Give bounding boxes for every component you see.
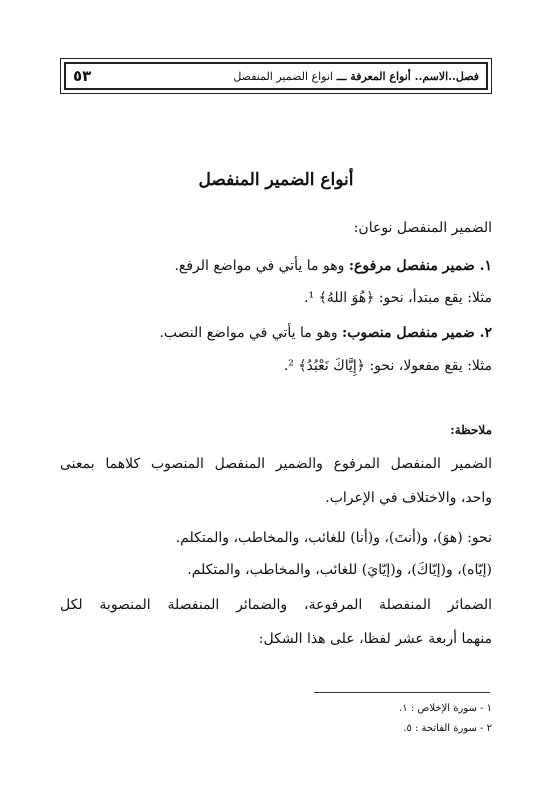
item1-line (60, 258, 492, 274)
item1-text: وهو ما يأتي في مواضع الرفع. (174, 258, 349, 274)
footnote-divider (314, 692, 490, 693)
item2-example: مثلا: يقع مفعولا، نحو: ﴿إِيَّاكَ نَعْبُدُ﴾ ². (283, 358, 492, 374)
item2-line (60, 325, 492, 341)
page-title: أنواع الضمير المنفصل (198, 170, 354, 190)
intro-line: الضمير المنفصل نوعان: (353, 220, 492, 236)
running-header (60, 58, 492, 94)
item2-text: وهو ما يأتي في مواضع النصب. (159, 325, 343, 341)
note-line-4: (إيّاه)، و(إيّاكَ)، و(إيّايَ) للغائب، والمخاطب، والمتكلم. (187, 562, 492, 578)
item2-label: ٢. ضمير منفصل منصوب: (342, 325, 492, 341)
note-line-1: الضمير المنفصل المرفوع والضمير المنفصل المنصوب كلاهما بمعنى (60, 456, 492, 472)
running-head-sub: انواع الضمير المنفصل (233, 69, 333, 83)
note-line-6: منهما أربعة عشر لفظا، على هذا الشكل: (258, 631, 492, 647)
running-head-main: فصل..الاسم.. أنواع المعرفة ـــ (332, 69, 479, 83)
footnote-2: ٢ - سورة الفاتحة : ٥. (403, 723, 492, 734)
footnote-1: ١ - سورة الإخلاص : ١. (399, 703, 492, 714)
page-number: ٥٣ (73, 67, 92, 85)
note-line-2: واحد، والاختلاف في الإعراب. (325, 490, 492, 506)
item1-example: مثلا: يقع مبتدأ، نحو: ﴿هُوَ اللهُ﴾ ¹. (304, 290, 492, 306)
note-line-5: الضمائر المنفصلة المرفوعة، والضمائر المنفصلة المنصوبة لكل (60, 597, 492, 613)
running-head (233, 70, 485, 83)
item1-label: ١. ضمير منفصل مرفوع: (348, 258, 492, 274)
note-heading: ملاحظة: (450, 423, 492, 437)
note-line-3: نحو: (هوَ)، و(أنتَ)، و(أنا) للغائب، والمخاطب، والمتكلم. (175, 530, 492, 546)
